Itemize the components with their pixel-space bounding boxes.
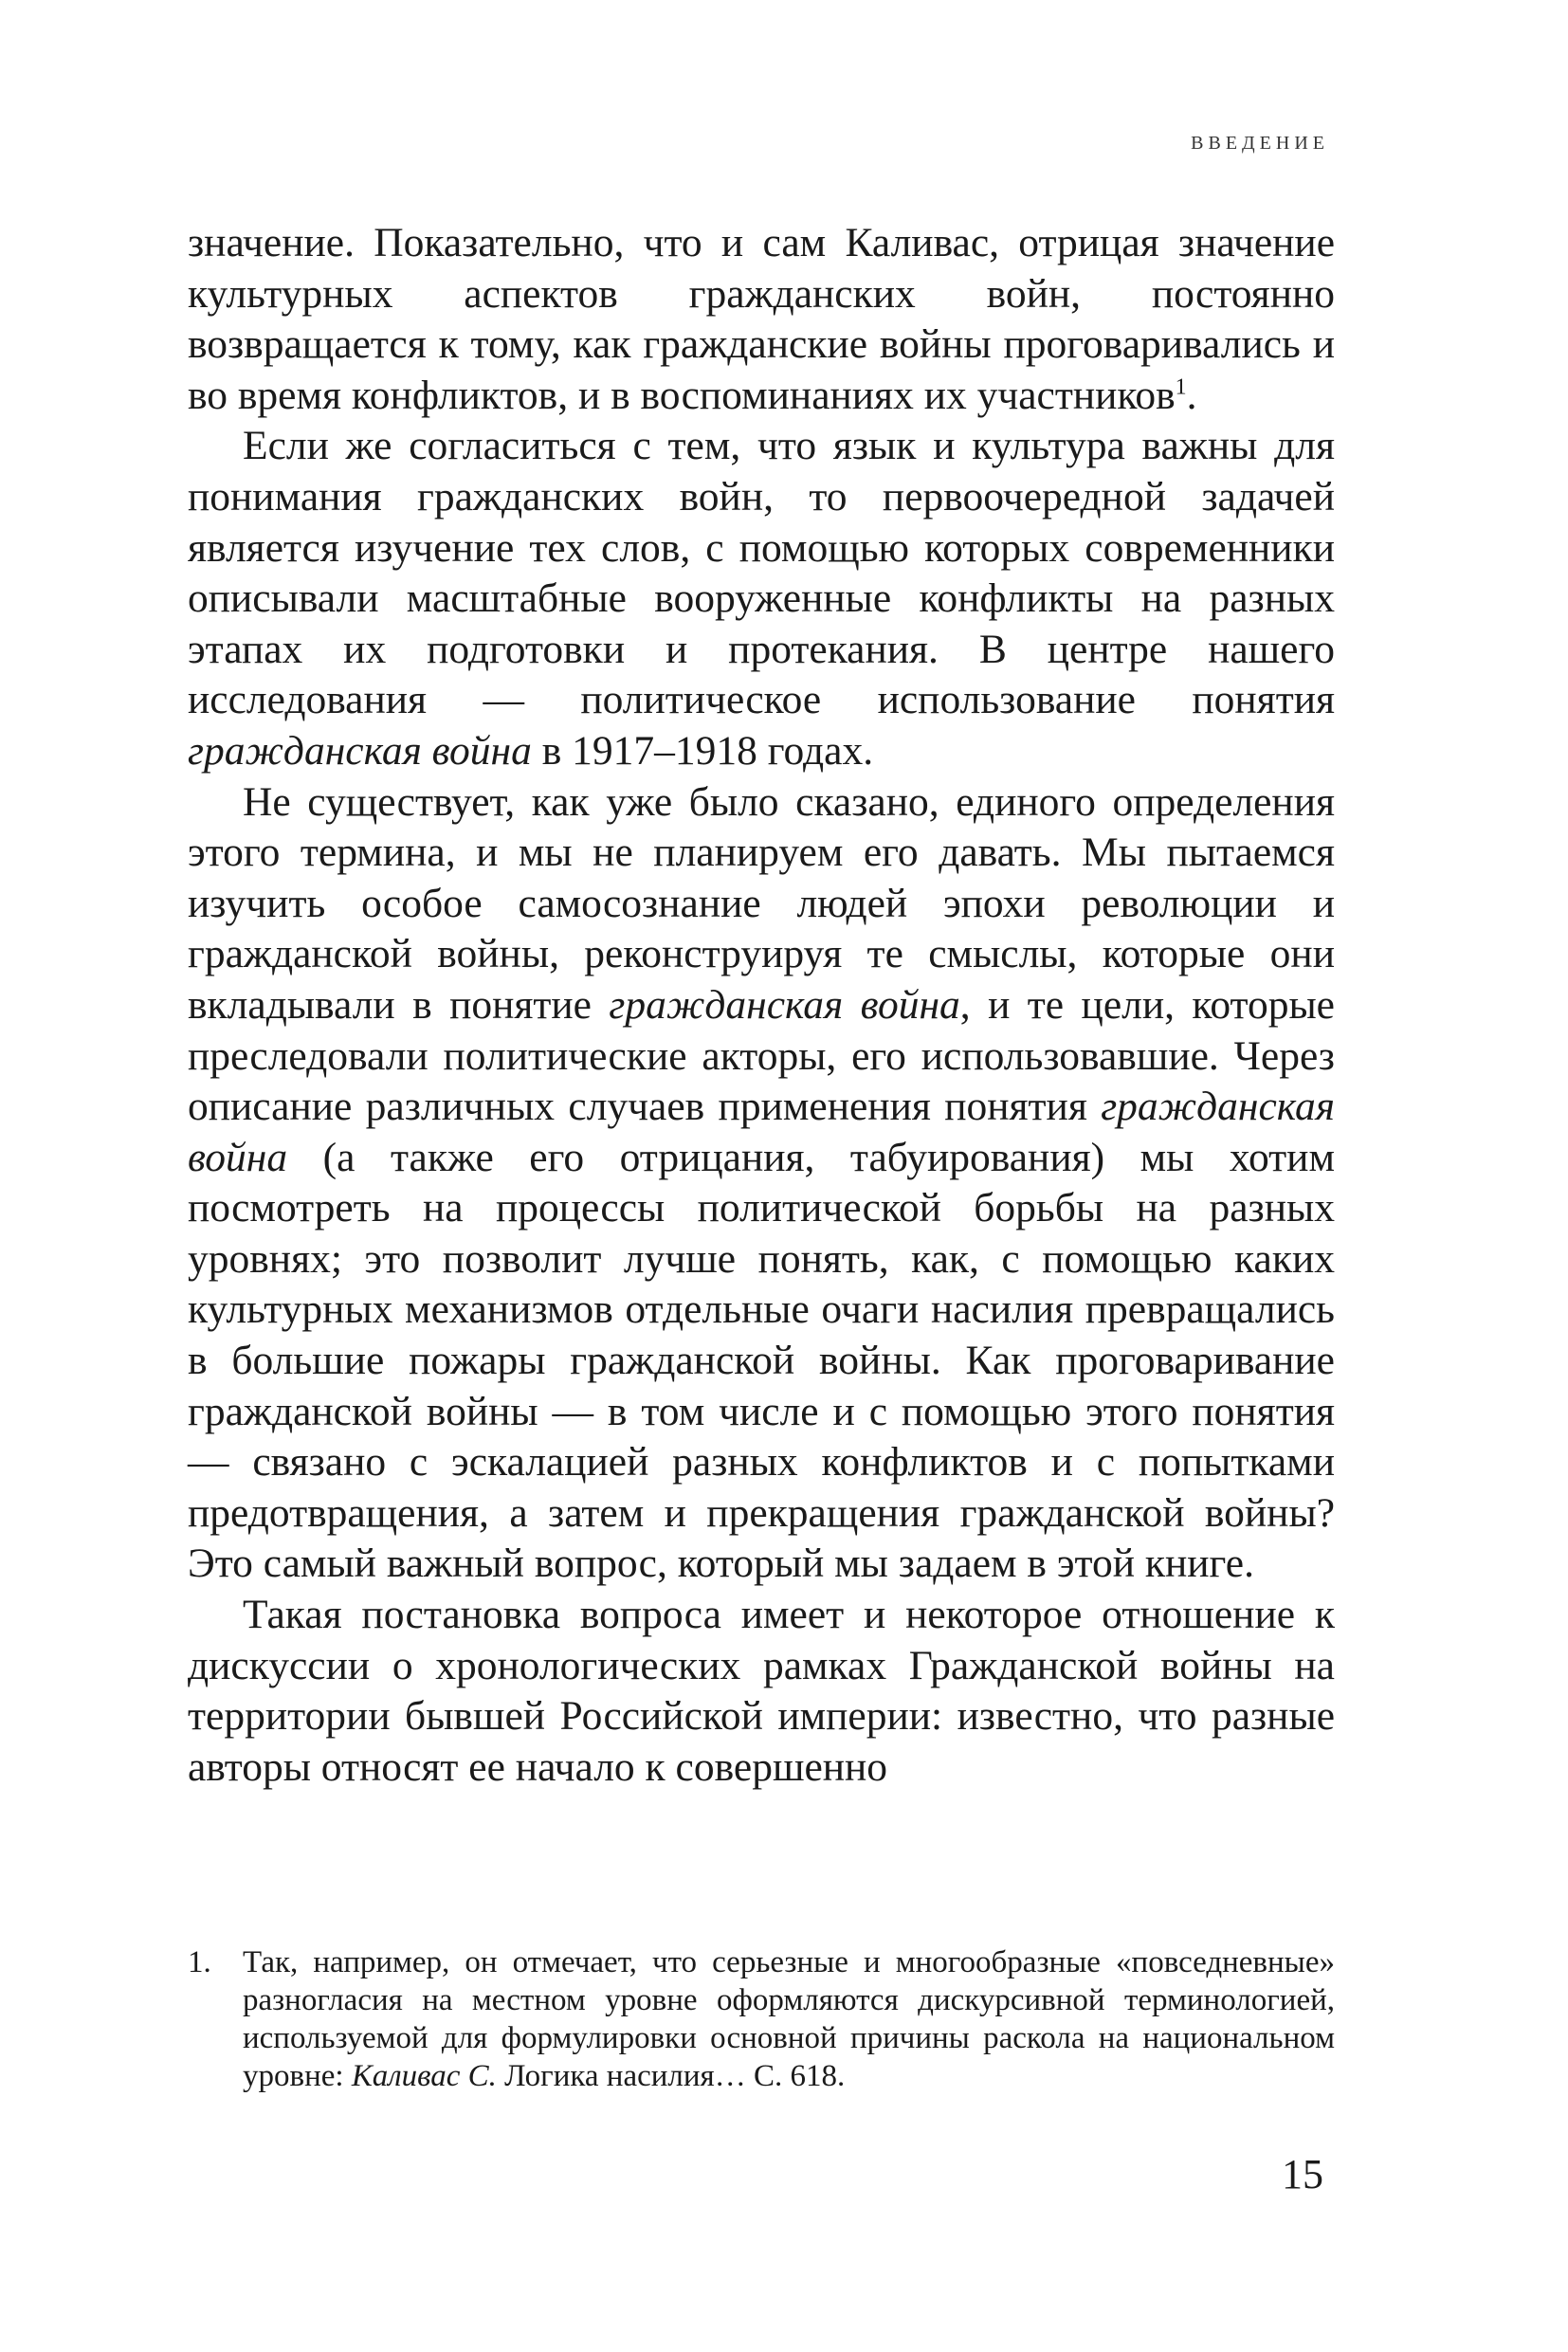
paragraph-3-part-a: Не существует, как уже было сказано, единого определения этого термина, и мы не планируем его давать. Мы пытаемся изучить особое самосознание людей эпохи революции и гражданской войны, реконструируя те смыслы, которые они вкладывали в понятие: [188, 778, 1335, 1028]
paragraph-2-term: гражданская война: [188, 727, 532, 774]
paragraph-3-part-c: (а также его отрицания, табуирования) мы хотим посмотреть на процессы политической борьбы на разных уровнях; это позволит лучше понять, как, с помощью каких культурных механизмов отдельные очаги насилия превращались в большие пожары гражданской войны. Как проговаривание гражданской войны — в том числе и с помощью этого понятия — связано с эскалацией разных конфликтов и с попытками предотвращения, а затем и прекращения гражданской войны? Это самый важный вопрос, который мы задаем в этой книге.: [188, 1134, 1335, 1587]
footnote-author: Каливас С.: [351, 2059, 497, 2093]
paragraph-2-text: Если же согласиться с тем, что язык и культура важны для понимания гражданских войн, то первоочередной задачей является изучение тех слов, с помощью которых современники описывали масштабные вооруженные конфликты на разных этапах их подготовки и протекания. В центре нашего исследования — политическое использование понятия: [188, 423, 1335, 723]
paragraph-3-part-b: , и те цели, которые преследовали политические акторы, его использовавшие. Через описание различных случаев применения понятия: [188, 981, 1335, 1130]
paragraph-3: [188, 777, 1335, 1591]
paragraph-4: [188, 1590, 1335, 1793]
footnote-text-end: Логика насилия… С. 618.: [496, 2059, 846, 2093]
paragraph-4-text: Такая постановка вопроса имеет и некоторое отношение к дискуссии о хронологических рамках Гражданской войны на территории бывшей Российской империи: известно, что разные авторы относят ее начало к совершенно: [188, 1592, 1335, 1790]
page-number: 15: [1282, 2151, 1323, 2197]
running-head: ВВЕДЕНИЕ: [1191, 133, 1329, 154]
main-text: [188, 218, 1335, 1793]
paragraph-2: [188, 421, 1335, 776]
paragraph-3-term-2: гражданская война: [188, 1084, 1335, 1180]
paragraph-1-text: значение. Показательно, что и сам Каливас, отрицая значение культурных аспектов гражданских войн, постоянно возвращается к тому, как гражданские войны проговаривались и во время конфликтов, и в воспоминаниях их участников: [188, 220, 1335, 418]
paragraph-1: [188, 218, 1335, 421]
footnote-text-body: Так, например, он отмечает, что серьезные и многообразные «повседневные» разногласия на местном уровне оформляются дискурсивной терминологией, используемой для формулировки основной причины раскола на национальном уровне:: [243, 1945, 1335, 2093]
footnote-reference[interactable]: 1: [1175, 374, 1187, 400]
footnote-text: [243, 1943, 1335, 2095]
paragraph-3-term-1: гражданская война: [609, 981, 960, 1028]
paragraph-2-end: в 1917–1918 годах.: [531, 727, 874, 774]
paragraph-1-end: .: [1186, 372, 1197, 418]
footnote: [188, 1943, 1335, 2095]
footnote-number: 1.: [188, 1945, 211, 1979]
footnotes: [188, 1943, 1335, 2095]
